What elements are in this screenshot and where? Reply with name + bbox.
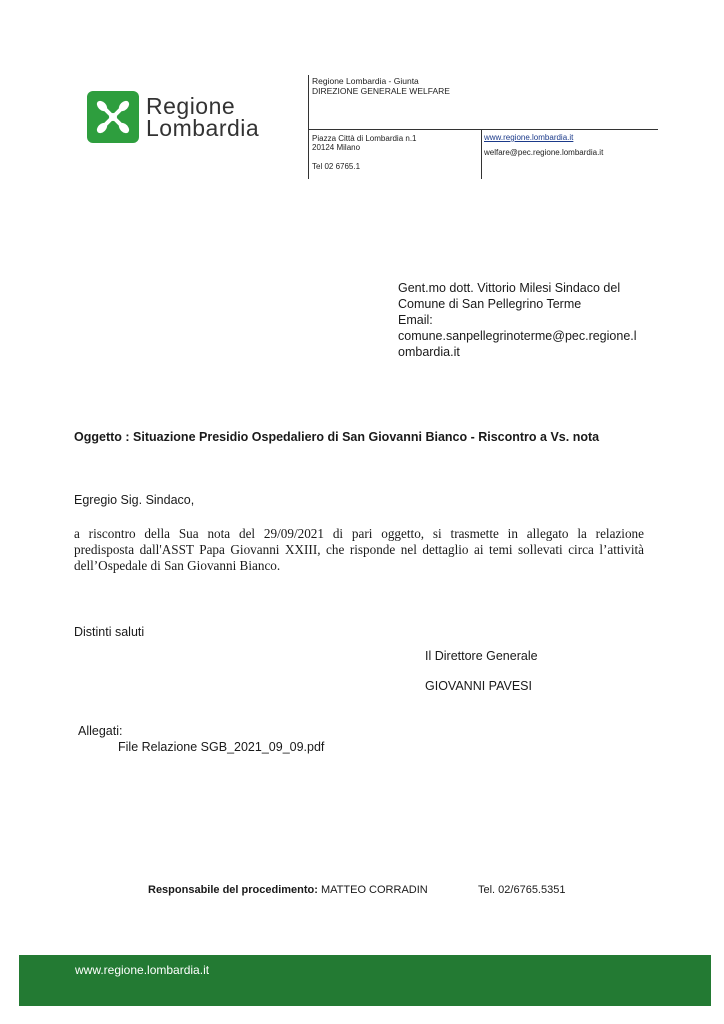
header-org-line-1: Regione Lombardia - Giunta bbox=[312, 76, 419, 86]
responsible-label: Responsabile del procedimento: bbox=[148, 884, 318, 896]
regione-lombardia-logo-icon bbox=[87, 91, 139, 143]
attachments-label: Allegati: bbox=[78, 724, 123, 738]
header-divider-vertical-2 bbox=[481, 129, 482, 179]
logo-line-2: Lombardia bbox=[146, 115, 260, 141]
responsible-phone: Tel. 02/6765.5351 bbox=[478, 884, 566, 896]
body-line: dell’Ospedale di San Giovanni Bianco. bbox=[74, 558, 281, 573]
recipient-line: comune.sanpellegrinoterme@pec.regione.l bbox=[398, 329, 637, 343]
header-divider-horizontal bbox=[308, 129, 658, 130]
body-line: a riscontro della Sua nota del 29/09/2021 di pari oggetto, si trasmette in allegato la relazione bbox=[74, 526, 644, 541]
recipient-line: Comune di San Pellegrino Terme bbox=[398, 297, 582, 311]
closing-text: Distinti saluti bbox=[74, 625, 145, 639]
header-pec-email: welfare@pec.regione.lombardia.it bbox=[484, 148, 604, 157]
header-address-line-1: Piazza Città di Lombardia n.1 bbox=[312, 134, 417, 143]
signature-title: Il Direttore Generale bbox=[425, 649, 538, 663]
recipient-line: Gent.mo dott. Vittorio Milesi Sindaco del bbox=[398, 281, 621, 295]
logo-wordmark bbox=[146, 95, 259, 139]
header-divider-vertical bbox=[308, 75, 309, 179]
footer-website-link[interactable]: www.regione.lombardia.it bbox=[75, 963, 210, 977]
logo-line-1: Regione bbox=[146, 93, 236, 119]
letter-subject: Oggetto : Situazione Presidio Ospedaliero di San Giovanni Bianco - Riscontro a Vs. nota bbox=[74, 430, 600, 444]
responsible-name: MATTEO CORRADIN bbox=[320, 884, 428, 896]
header-website-link[interactable]: www.regione.lombardia.it bbox=[484, 133, 574, 142]
salutation: Egregio Sig. Sindaco, bbox=[74, 493, 195, 507]
body-line: predisposta dall'ASST Papa Giovanni XXIII, che risponde nel dettaglio ai temi sollevati circa l’attività bbox=[74, 542, 644, 557]
recipient-line: ombardia.it bbox=[398, 345, 460, 359]
recipient-block bbox=[398, 280, 648, 360]
recipient-line: Email: bbox=[398, 313, 433, 327]
attachment-file: File Relazione SGB_2021_09_09.pdf bbox=[118, 740, 325, 754]
header-phone: Tel 02 6765.1 bbox=[312, 162, 361, 171]
header-address-line-2: 20124 Milano bbox=[312, 143, 361, 152]
header-org-line-2: DIREZIONE GENERALE WELFARE bbox=[312, 86, 450, 96]
responsible-line bbox=[148, 884, 428, 896]
signature-name: GIOVANNI PAVESI bbox=[425, 679, 532, 693]
letter-body bbox=[74, 526, 644, 574]
